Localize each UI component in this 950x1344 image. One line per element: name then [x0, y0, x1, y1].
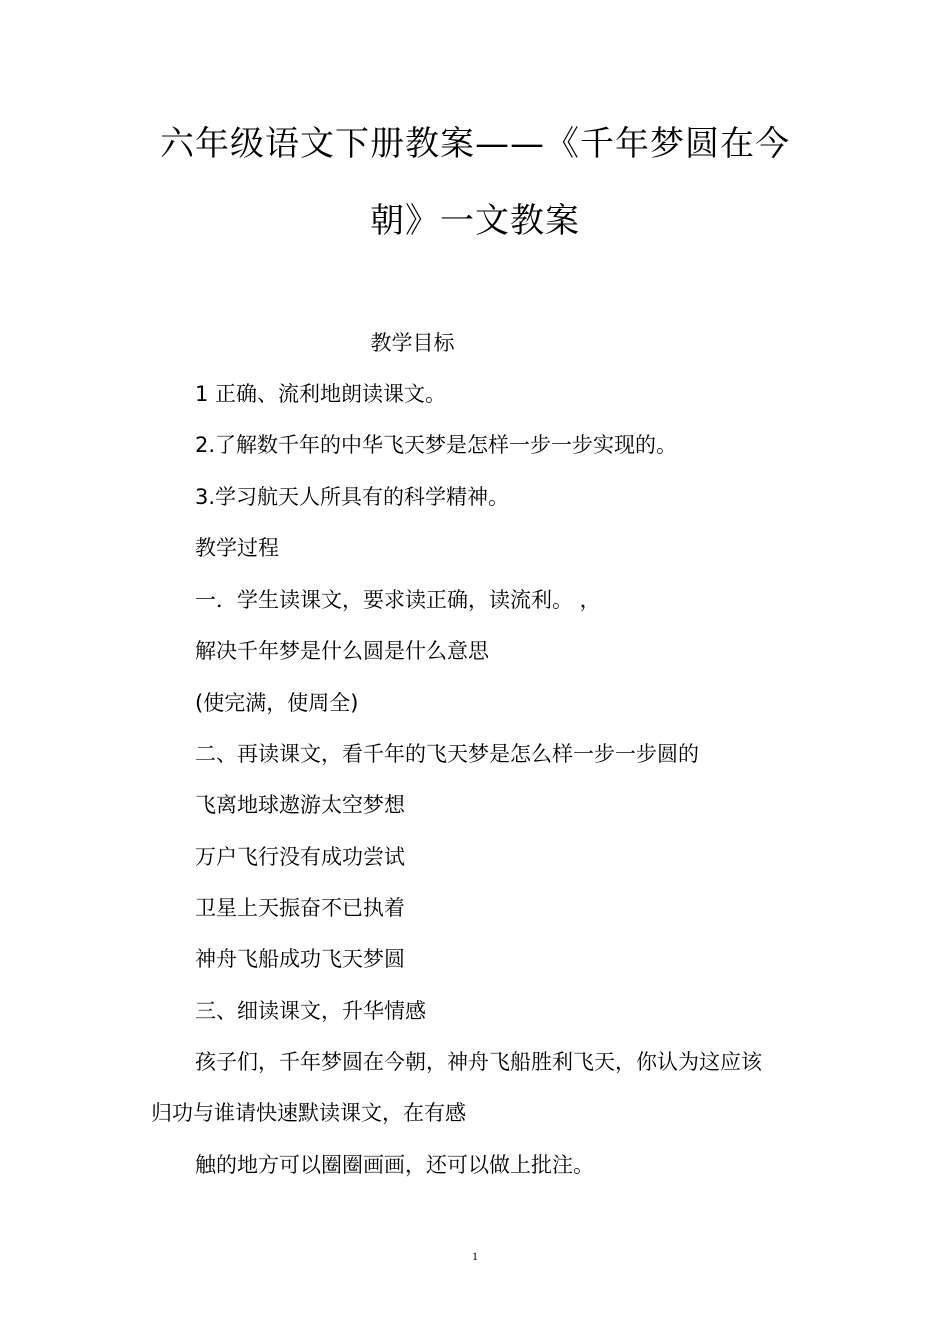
section-heading-objectives: 教学目标 — [370, 331, 455, 355]
stage-line-3: 卫星上天振奋不已执着 — [195, 896, 405, 920]
stage-line-4: 神舟飞船成功飞天梦圆 — [195, 947, 405, 971]
stage-line-2: 万户飞行没有成功尝试 — [195, 845, 405, 869]
process-step-1: 一．学生读课文，要求读正确，读流利。 ， — [195, 588, 601, 612]
stage-line-1: 飞离地球遨游太空梦想 — [195, 793, 405, 817]
process-step-2: 二、再读课文，看千年的飞天梦是怎么样一步一步圆的 — [195, 742, 699, 766]
paragraph-line-1: 孩子们，千年梦圆在今朝，神舟飞船胜利飞天，你认为这应该 — [195, 1050, 762, 1074]
objective-2: 2.了解数千年的中华飞天梦是怎样一步一步实现的。 — [195, 433, 678, 457]
paragraph-line-3: 触的地方可以圈圈画画，还可以做上批注。 — [195, 1153, 594, 1177]
document-title-line-2: 朝》一文教案 — [370, 201, 580, 241]
process-step-3: 三、细读课文，升华情感 — [195, 999, 426, 1023]
process-step-1-note: 解决千年梦是什么圆是什么意思 — [195, 639, 489, 663]
objective-1: 1 正确、流利地朗读课文。 — [195, 382, 447, 406]
objective-3: 3.学习航天人所具有的科学精神。 — [195, 485, 510, 509]
paragraph-line-2: 归功与谁请快速默读课文，在有感 — [151, 1101, 466, 1125]
page-number: 1 — [472, 1249, 478, 1263]
section-heading-process: 教学过程 — [195, 536, 279, 560]
document-title-line-1: 六年级语文下册教案——《千年梦圆在今 — [160, 124, 790, 164]
process-step-1-answer: (使完满，使周全) — [195, 691, 359, 715]
